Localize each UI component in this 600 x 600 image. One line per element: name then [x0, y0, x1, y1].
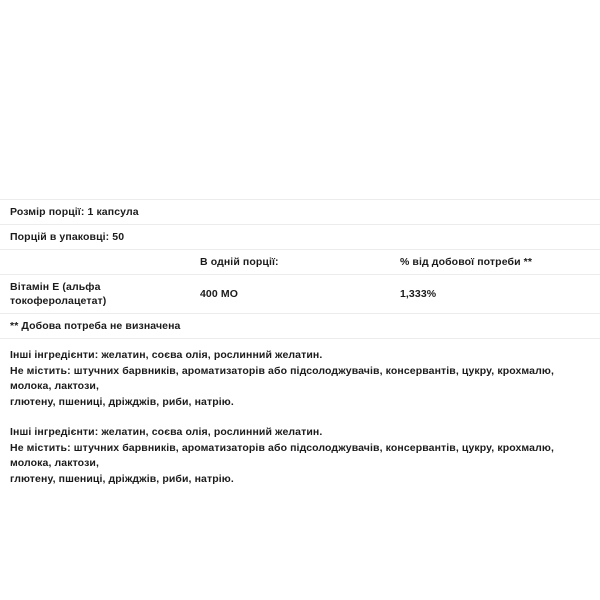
daily-value-footnote: ** Добова потреба не визначена: [10, 320, 181, 332]
table-row-footnote: [0, 314, 600, 339]
ingredients-section: [0, 339, 600, 487]
other-ingredients-line: Інші інгредієнти: желатин, соєва олія, рослинний желатин.: [10, 349, 323, 361]
ingredients-block-two: [10, 410, 590, 487]
ingredients-block-one: [10, 339, 590, 410]
free-from-line-part1: Не містить: штучних барвників, ароматизаторів або підсолоджувачів, консервантів, цукру, крохмалю, молока, лактози,: [10, 441, 554, 469]
table-row-servings-per-container: [0, 225, 600, 250]
nutrient-name: Вітамін Е (альфа токоферолацетат): [10, 281, 107, 307]
nutrient-amount: 400 МО: [199, 288, 238, 300]
column-header-percent-daily-value: % від добової потреби **: [399, 256, 533, 268]
table-row: [0, 275, 600, 314]
servings-per-container-text: Порцій в упаковці: 50: [10, 231, 125, 243]
supplement-facts-table: [0, 199, 600, 339]
column-header-nutrient: [0, 250, 200, 275]
serving-size-text: Розмір порції: 1 капсула: [10, 206, 139, 218]
table-header-row: [0, 250, 600, 275]
table-row-serving-size: [0, 200, 600, 225]
other-ingredients-line: Інші інгредієнти: желатин, соєва олія, рослинний желатин.: [10, 426, 323, 438]
free-from-line-part2: глютену, пшениці, дріжджів, риби, натрію.: [10, 395, 234, 408]
nutrient-daily-value: 1,333%: [399, 288, 437, 300]
supplement-facts-content: [0, 199, 600, 487]
free-from-line-part1: Не містить: штучних барвників, ароматизаторів або підсолоджувачів, консервантів, цукру, крохмалю, молока, лактози,: [10, 364, 554, 392]
column-header-amount-per-serving: В одній порції:: [199, 256, 279, 268]
free-from-line-part2: глютену, пшениці, дріжджів, риби, натрію.: [10, 472, 234, 485]
